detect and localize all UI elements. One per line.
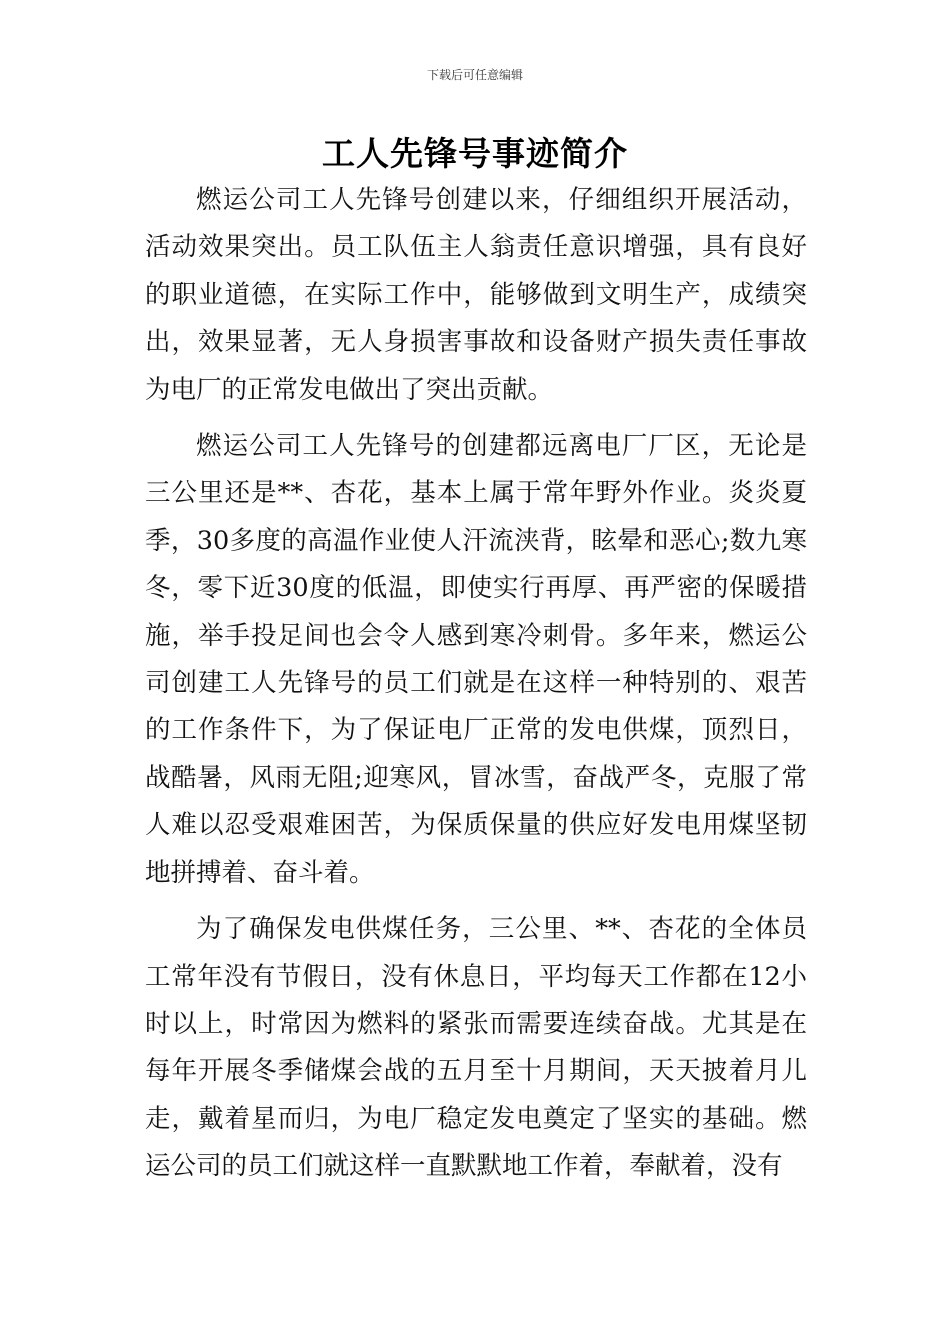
document-body [145, 177, 807, 1200]
page-header-note: 下载后可任意编辑 [426, 68, 523, 82]
paragraph-2: 燃运公司工人先锋号的创建都远离电厂厂区，无论是三公里还是**、杏花，基本上属于常年野外作业。炎炎夏季，30多度的高温作业使人汗流浃背，眩晕和恶心;数九寒冬，零下近30度的低温，即使实行再厚、再严密的保暖措施，举手投足间也会令人感到寒冷刺骨。多年来，燃运公司创建工人先锋号的员工们就是在这样一种特别的、艰苦的工作条件下，为了保证电厂正常的发电供煤，顶烈日，战酷暑，风雨无阻;迎寒风，冒冰雪，奋战严冬，克服了常人难以忍受艰难困苦，为保质保量的供应好发电用煤坚韧地拼搏着、奋斗着。 [145, 431, 807, 888]
paragraph-1: 燃运公司工人先锋号创建以来，仔细组织开展活动，活动效果突出。员工队伍主人翁责任意识增强，具有良好的职业道德，在实际工作中，能够做到文明生产，成绩突出，效果显著，无人身损害事故和设备财产损失责任事故为电厂的正常发电做出了突出贡献。 [145, 185, 807, 405]
paragraph-3: 为了确保发电供煤任务，三公里、**、杏花的全体员工常年没有节假日，没有休息日，平均每天工作都在12小时以上，时常因为燃料的紧张而需要连续奋战。尤其是在每年开展冬季储煤会战的五月至十月期间，天天披着月儿走，戴着星而归，为电厂稳定发电奠定了坚实的基础。燃运公司的员工们就这样一直默默地工作着，奉献着，没有 [145, 914, 807, 1182]
document-title: 工人先锋号事迹简介 [322, 134, 628, 173]
